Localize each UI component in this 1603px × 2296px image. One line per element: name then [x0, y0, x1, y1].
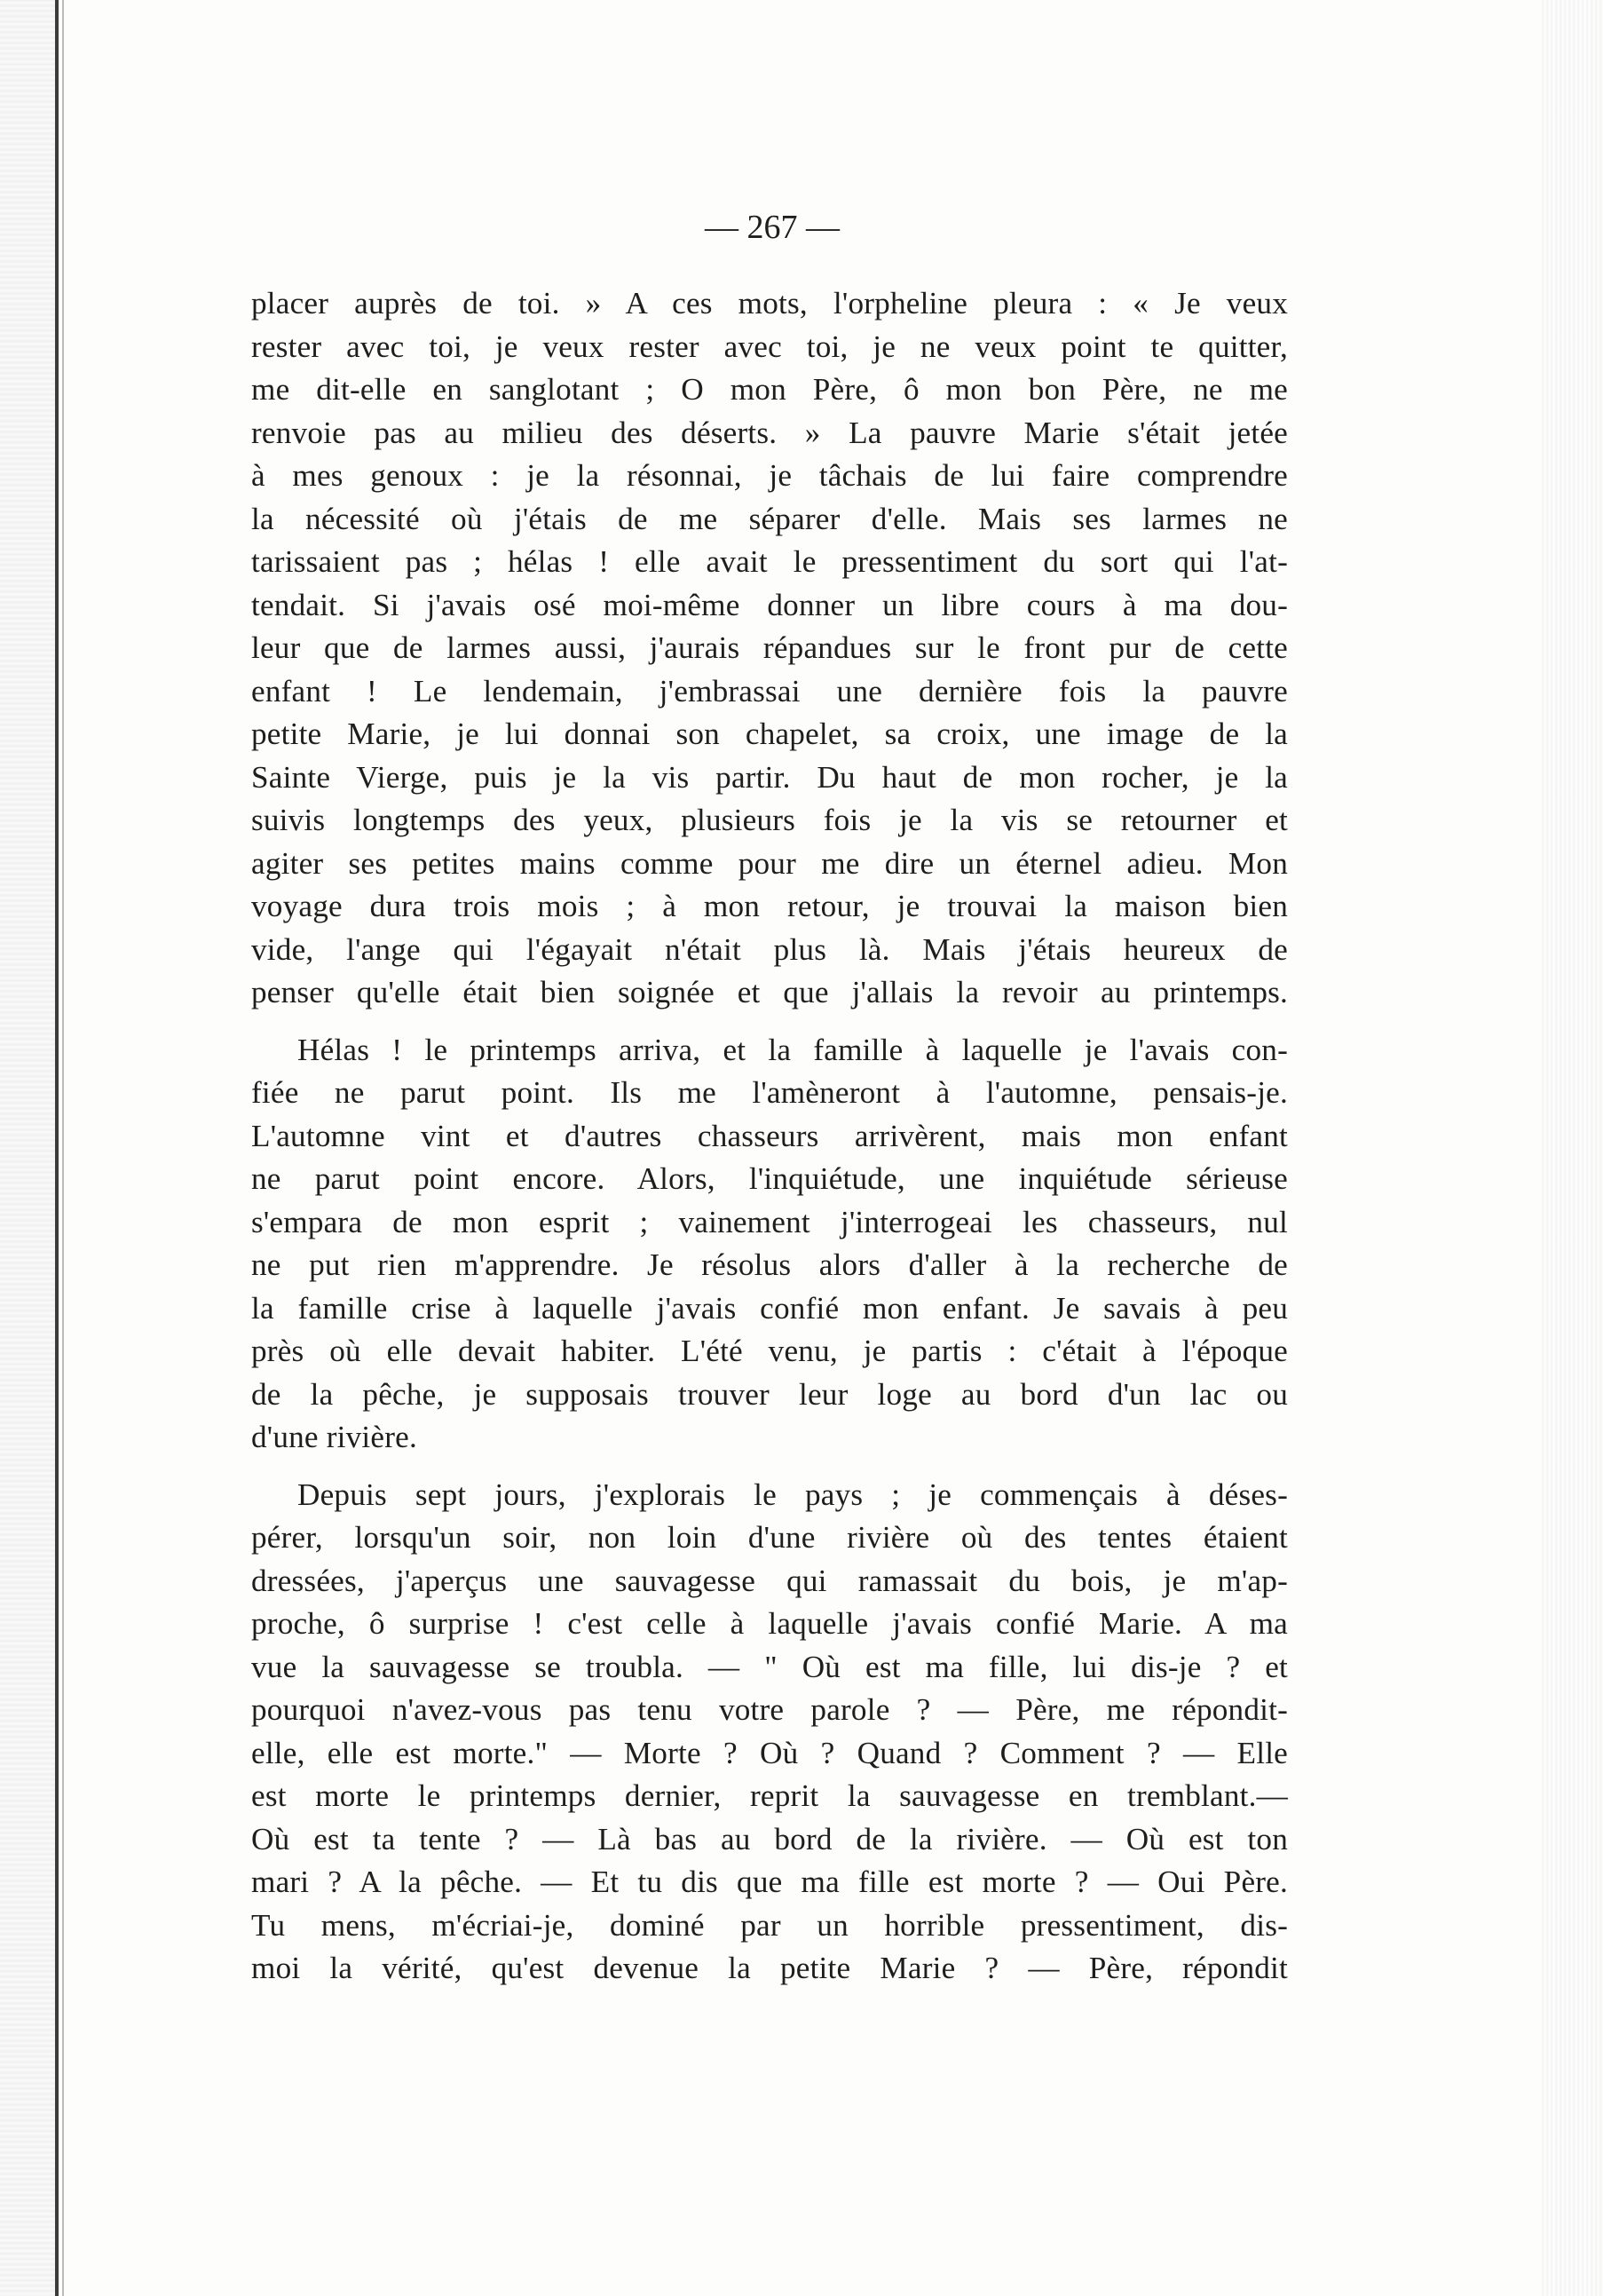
text-line: la famille crise à laquelle j'avais confié mon enfant. Je savais à peu: [251, 1290, 1288, 1326]
body-text: [251, 282, 1288, 1991]
text-line: d'une rivière.: [251, 1420, 417, 1454]
text-line: ne put rien m'apprendre. Je résolus alors d'aller à la recherche de: [251, 1247, 1288, 1282]
binding-edge-shadow: [62, 0, 64, 2296]
text-line: moi la vérité, qu'est devenue la petite Marie ? — Père, répondit: [251, 1951, 1288, 1985]
paragraph-spacer: [251, 1460, 1288, 1474]
text-line: voyage dura trois mois ; à mon retour, je trouvai la maison bien: [251, 889, 1288, 923]
text-line: pérer, lorsqu'un soir, non loin d'une rivière où des tentes étaient: [251, 1520, 1288, 1555]
text-line: pourquoi n'avez-vous pas tenu votre parole ? — Père, me répondit-: [251, 1692, 1288, 1727]
text-line: Depuis sept jours, j'explorais le pays ; je commençais à déses-: [297, 1477, 1288, 1512]
text-line: elle, elle est morte." — Morte ? Où ? Quand ? Comment ? — Elle: [251, 1735, 1288, 1770]
text-line: penser qu'elle était bien soignée et que j'allais la revoir au printemps.: [251, 975, 1288, 1009]
text-line: renvoie pas au milieu des déserts. » La pauvre Marie s'était jetée: [251, 415, 1288, 450]
scan-margin-left: [0, 0, 55, 2296]
paragraph-2: [251, 1029, 1288, 1460]
text-line: agiter ses petites mains comme pour me dire un éternel adieu. Mon: [251, 845, 1288, 881]
text-line: est morte le printemps dernier, reprit la sauvagesse en tremblant.—: [251, 1778, 1288, 1813]
text-line: suivis longtemps des yeux, plusieurs fois je la vis se retourner et: [251, 803, 1288, 837]
text-line: Tu mens, m'écriai-je, dominé par un horrible pressentiment, dis-: [251, 1907, 1288, 1943]
text-line: proche, ô surprise ! c'est celle à laquelle j'avais confié Marie. A ma: [251, 1606, 1288, 1641]
text-line: Où est ta tente ? — Là bas au bord de la rivière. — Où est ton: [251, 1821, 1288, 1857]
text-line: s'empara de mon esprit ; vainement j'interrogeai les chasseurs, nul: [251, 1204, 1288, 1239]
text-line: près où elle devait habiter. L'été venu, je partis : c'était à l'époque: [251, 1334, 1288, 1368]
text-line: ne parut point encore. Alors, l'inquiétude, une inquiétude sérieuse: [251, 1161, 1288, 1196]
paragraph-spacer: [251, 1015, 1288, 1029]
text-line: enfant ! Le lendemain, j'embrassai une dernière fois la pauvre: [251, 673, 1288, 709]
paragraph-3: [251, 1474, 1288, 1991]
binding-edge: [55, 0, 59, 2296]
text-line: Hélas ! le printemps arriva, et la famille à laquelle je l'avais con-: [297, 1032, 1288, 1067]
text-line: la nécessité où j'étais de me séparer d'elle. Mais ses larmes ne: [251, 501, 1288, 536]
text-line: dressées, j'aperçus une sauvagesse qui ramassait du bois, je m'ap-: [251, 1563, 1288, 1598]
text-line: rester avec toi, je veux rester avec toi, je ne veux point te quitter,: [251, 329, 1288, 364]
scan-margin-right: [1541, 0, 1603, 2296]
text-line: L'automne vint et d'autres chasseurs arrivèrent, mais mon enfant: [251, 1118, 1288, 1153]
text-line: fiée ne parut point. Ils me l'amèneront à l'automne, pensais-je.: [251, 1075, 1288, 1110]
text-line: petite Marie, je lui donnai son chapelet, sa croix, une image de la: [251, 717, 1288, 751]
paragraph-1: [251, 282, 1288, 1015]
text-line: tarissaient pas ; hélas ! elle avait le pressentiment du sort qui l'at-: [251, 544, 1288, 579]
text-line: Sainte Vierge, puis je la vis partir. Du haut de mon rocher, je la: [251, 759, 1288, 795]
text-line: me dit-elle en sanglotant ; O mon Père, ô mon bon Père, ne me: [251, 372, 1288, 407]
text-line: vue la sauvagesse se troubla. — " Où est ma fille, lui dis-je ? et: [251, 1649, 1288, 1684]
text-line: tendait. Si j'avais osé moi-même donner un libre cours à ma dou-: [251, 587, 1288, 622]
text-line: de la pêche, je supposais trouver leur loge au bord d'un lac ou: [251, 1376, 1288, 1412]
text-line: mari ? A la pêche. — Et tu dis que ma fille est morte ? — Oui Père.: [251, 1865, 1288, 1899]
page-number: — 267 —: [705, 209, 840, 246]
text-line: à mes genoux : je la résonnai, je tâchais de lui faire comprendre: [251, 458, 1288, 493]
text-line: leur que de larmes aussi, j'aurais répandues sur le front pur de cette: [251, 630, 1288, 665]
text-line: placer auprès de toi. » A ces mots, l'orpheline pleura : « Je veux: [251, 286, 1288, 321]
text-line: vide, l'ange qui l'égayait n'était plus là. Mais j'étais heureux de: [251, 931, 1288, 967]
